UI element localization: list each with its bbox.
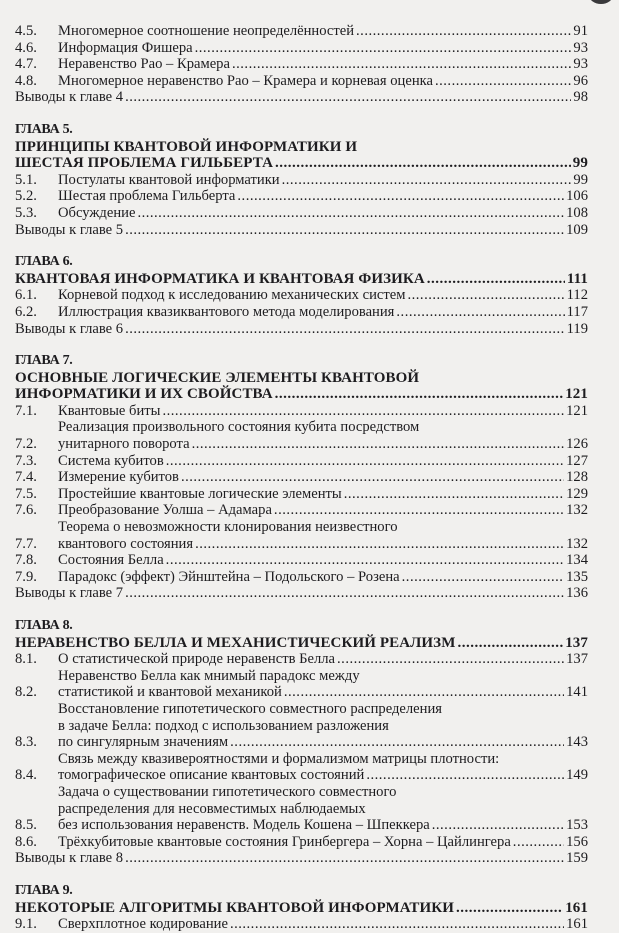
toc-entry[interactable] <box>15 784 588 834</box>
page-number: 149 <box>566 767 588 784</box>
toc-entry[interactable] <box>15 916 588 933</box>
summary-title: Выводы к главе 8 <box>15 850 124 867</box>
page-number: 127 <box>566 452 588 469</box>
toc-entry[interactable] <box>15 205 588 222</box>
section-title: Измерение кубитов <box>58 469 179 486</box>
section-number: 4.7. <box>15 56 37 73</box>
dot-leader <box>230 916 564 933</box>
page-number: 106 <box>566 188 588 205</box>
toc-entry[interactable] <box>15 403 588 420</box>
section-number: 5.3. <box>15 204 37 221</box>
section-number: 7.1. <box>15 402 37 419</box>
page-number: 98 <box>573 89 588 106</box>
section-title: Система кубитов <box>58 452 164 469</box>
toc-entry[interactable] <box>15 172 588 189</box>
section-number: 5.1. <box>15 171 37 188</box>
section-title: по сингулярным значениям <box>58 734 229 751</box>
dot-leader <box>344 486 564 503</box>
section-number: 7.3. <box>15 452 37 469</box>
page-number: 156 <box>566 833 588 850</box>
section-title: распределения для несовместимых наблюдаемых <box>58 800 366 817</box>
section-title: Связь между квазивероятностями и формализмом матрицы плотности: <box>58 750 500 767</box>
dot-leader <box>402 569 564 586</box>
dot-leader <box>456 900 563 917</box>
chapter-heading[interactable] <box>15 122 588 172</box>
page-number: 108 <box>566 204 588 221</box>
dot-leader <box>427 271 565 288</box>
summary-title: Выводы к главе 6 <box>15 320 124 337</box>
toc-entry[interactable] <box>15 23 588 40</box>
section-number: 7.5. <box>15 485 37 502</box>
page-number: 126 <box>566 436 588 453</box>
chapter-label: ГЛАВА 6. <box>15 254 73 270</box>
page-number: 129 <box>566 485 588 502</box>
chapter-title: ПРИНЦИПЫ КВАНТОВОЙ ИНФОРМАТИКИ И <box>15 138 358 155</box>
chapter-summary-entry[interactable] <box>15 222 588 239</box>
chapter-label: ГЛАВА 9. <box>15 882 73 898</box>
section-title: Корневой подход к исследованию механических систем <box>58 287 406 304</box>
toc-entry[interactable] <box>15 40 588 57</box>
page-number: 91 <box>573 23 588 39</box>
section-title: Задача о существовании гипотетического совместного <box>58 783 397 800</box>
dot-leader <box>125 222 564 239</box>
summary-title: Выводы к главе 5 <box>15 221 124 238</box>
toc-entry[interactable] <box>15 304 588 321</box>
summary-title: Выводы к главе 4 <box>15 89 124 106</box>
section-title: унитарного поворота <box>58 436 190 453</box>
section-title: О статистической природе неравенств Белла <box>58 651 336 668</box>
section-number: 8.4. <box>15 767 37 784</box>
chapter-title: ИНФОРМАТИКИ И ИХ СВОЙСТВА <box>15 386 273 403</box>
section-title: Трёхкубитовые квантовые состояния Гринбергера – Хорна – Цайлингера <box>58 833 511 850</box>
page-number: 117 <box>566 303 588 320</box>
chapter-title: КВАНТОВАЯ ИНФОРМАТИКА И КВАНТОВАЯ ФИЗИКА <box>15 270 425 287</box>
page-number: 99 <box>572 155 588 172</box>
section-title: Преобразование Уолша – Адамара <box>58 502 272 519</box>
section-title: Информация Фишера <box>58 39 193 56</box>
dot-leader <box>274 502 564 519</box>
toc-entry[interactable] <box>15 469 588 486</box>
section-title: без использования неравенств. Модель Кошена – Шпеккера <box>58 817 430 834</box>
table-of-contents <box>15 23 588 933</box>
section-title: Простейшие квантовые логические элементы <box>58 485 342 502</box>
section-title: квантового состояния <box>58 535 194 552</box>
page-number: 111 <box>566 270 588 287</box>
dot-leader <box>275 386 564 403</box>
dot-leader <box>181 469 564 486</box>
chapter-label: ГЛАВА 5. <box>15 121 73 137</box>
page-number: 132 <box>566 502 588 519</box>
section-title: Парадокс (эффект) Эйнштейна – Подольского – Розена <box>58 568 400 585</box>
section-number: 7.4. <box>15 469 37 486</box>
dot-leader <box>356 23 571 40</box>
dot-leader <box>396 304 564 321</box>
toc-entry[interactable] <box>15 419 588 452</box>
section-number: 7.6. <box>15 502 37 519</box>
dot-leader <box>125 89 571 106</box>
dot-leader <box>195 40 572 57</box>
section-title: Обсуждение <box>58 204 136 221</box>
section-number: 8.3. <box>15 734 37 751</box>
page-number: 143 <box>566 734 588 751</box>
dot-leader <box>125 850 564 867</box>
dot-leader <box>282 172 572 189</box>
page-number: 128 <box>566 469 588 486</box>
section-number: 8.2. <box>15 684 37 701</box>
page-number: 121 <box>565 386 588 403</box>
page-number: 109 <box>566 221 588 238</box>
page-number: 96 <box>573 72 588 89</box>
section-title: Неравенство Рао – Крамера <box>58 56 230 73</box>
page-number: 161 <box>565 899 588 916</box>
page-number: 134 <box>566 552 588 569</box>
toc-entry[interactable] <box>15 651 588 668</box>
dot-leader <box>195 536 564 553</box>
page-number: 161 <box>566 916 588 933</box>
chapter-summary-entry[interactable] <box>15 585 588 602</box>
dot-leader <box>435 73 571 90</box>
dot-leader <box>275 155 571 172</box>
page-number: 141 <box>566 684 588 701</box>
dot-leader <box>137 205 564 222</box>
dot-leader <box>513 834 564 851</box>
toc-entry[interactable] <box>15 453 588 470</box>
section-number: 7.7. <box>15 535 37 552</box>
page-number: 112 <box>566 287 588 304</box>
section-title: Теорема о невозможности клонирования неизвестного <box>58 519 398 536</box>
page-number: 136 <box>566 585 588 602</box>
toc-entry[interactable] <box>15 701 588 751</box>
section-number: 6.1. <box>15 287 37 304</box>
section-number: 9.1. <box>15 916 37 933</box>
toc-entry[interactable] <box>15 73 588 90</box>
section-title: Неравенство Белла как мнимый парадокс между <box>58 667 360 684</box>
toc-entry[interactable] <box>15 751 588 784</box>
toc-entry[interactable] <box>15 834 588 851</box>
page-number: 93 <box>573 39 588 56</box>
page-number: 119 <box>566 320 588 337</box>
page-number: 159 <box>566 850 588 867</box>
toc-entry[interactable] <box>15 56 588 73</box>
section-title: Состояния Белла <box>58 552 164 569</box>
dot-leader <box>125 585 564 602</box>
section-number: 8.1. <box>15 651 37 668</box>
section-title: Многомерное неравенство Рао – Крамера и корневая оценка <box>58 72 433 89</box>
chapter-summary-entry[interactable] <box>15 89 588 106</box>
dot-leader <box>457 635 563 652</box>
chapter-label: ГЛАВА 8. <box>15 618 73 633</box>
section-title: Сверхплотное кодирование <box>58 916 228 933</box>
toc-entry[interactable] <box>15 502 588 519</box>
toc-entry[interactable] <box>15 519 588 552</box>
toc-entry[interactable] <box>15 486 588 503</box>
dot-leader <box>166 453 564 470</box>
chapter-summary-entry[interactable] <box>15 321 588 338</box>
section-number: 8.6. <box>15 833 37 850</box>
chapter-title: ШЕСТАЯ ПРОБЛЕМА ГИЛЬБЕРТА <box>15 155 274 172</box>
section-number: 4.5. <box>15 23 37 39</box>
section-title: статистикой и квантовой механикой <box>58 684 282 701</box>
chapter-label: ГЛАВА 7. <box>15 353 73 369</box>
toc-entry[interactable] <box>15 569 588 586</box>
chapter-heading[interactable] <box>15 618 588 651</box>
dot-leader <box>407 287 564 304</box>
summary-title: Выводы к главе 7 <box>15 585 124 602</box>
chapter-summary-entry[interactable] <box>15 850 588 867</box>
section-number: 7.9. <box>15 568 37 585</box>
section-number: 5.2. <box>15 188 37 205</box>
dot-leader <box>162 403 564 420</box>
toc-entry[interactable] <box>15 668 588 701</box>
section-title: Иллюстрация квазиквантового метода моделирования <box>58 303 395 320</box>
dot-leader <box>366 767 564 784</box>
section-title: Восстановление гипотетического совместного распределения <box>58 700 442 717</box>
chapter-title: НЕКОТОРЫЕ АЛГОРИТМЫ КВАНТОВОЙ ИНФОРМАТИКИ <box>15 899 455 916</box>
section-title: Реализация произвольного состояния кубита посредством <box>58 419 420 436</box>
dot-leader <box>232 56 571 73</box>
chapter-title: ОСНОВНЫЕ ЛОГИЧЕСКИЕ ЭЛЕМЕНТЫ КВАНТОВОЙ <box>15 369 420 386</box>
dot-leader <box>192 436 565 453</box>
dot-leader <box>166 552 564 569</box>
page-number: 132 <box>566 535 588 552</box>
page-number: 137 <box>566 651 588 668</box>
dot-leader <box>230 734 564 751</box>
page-number: 135 <box>566 568 588 585</box>
page-number: 93 <box>573 56 588 73</box>
page-number: 121 <box>566 402 588 419</box>
section-title: томографическое описание квантовых состояний <box>58 767 365 784</box>
page-edge-shadow <box>589 0 613 4</box>
toc-entry[interactable] <box>15 552 588 569</box>
dot-leader <box>337 651 564 668</box>
chapter-title: НЕРАВЕНСТВО БЕЛЛА И МЕХАНИСТИЧЕСКИЙ РЕАЛИЗМ <box>15 634 456 651</box>
section-number: 6.2. <box>15 303 37 320</box>
dot-leader <box>125 321 565 338</box>
dot-leader <box>284 684 564 701</box>
section-title: Постулаты квантовой информатики <box>58 171 280 188</box>
dot-leader <box>237 188 564 205</box>
dot-leader <box>432 817 564 834</box>
page-number: 153 <box>566 817 588 834</box>
section-number: 8.5. <box>15 817 37 834</box>
page-number: 137 <box>565 634 588 651</box>
section-number: 4.6. <box>15 39 37 56</box>
toc-entry[interactable] <box>15 287 588 304</box>
section-number: 7.2. <box>15 436 37 453</box>
page-number: 99 <box>573 171 588 188</box>
chapter-heading[interactable] <box>15 353 588 403</box>
section-title: Квантовые биты <box>58 402 161 419</box>
chapter-heading[interactable] <box>15 254 588 287</box>
section-title: Шестая проблема Гильберта <box>58 188 236 205</box>
section-title: в задаче Белла: подход с использованием разложения <box>58 717 389 734</box>
toc-entry[interactable] <box>15 188 588 205</box>
section-number: 7.8. <box>15 552 37 569</box>
section-number: 4.8. <box>15 72 37 89</box>
section-title: Многомерное соотношение неопределённостей <box>58 23 355 39</box>
